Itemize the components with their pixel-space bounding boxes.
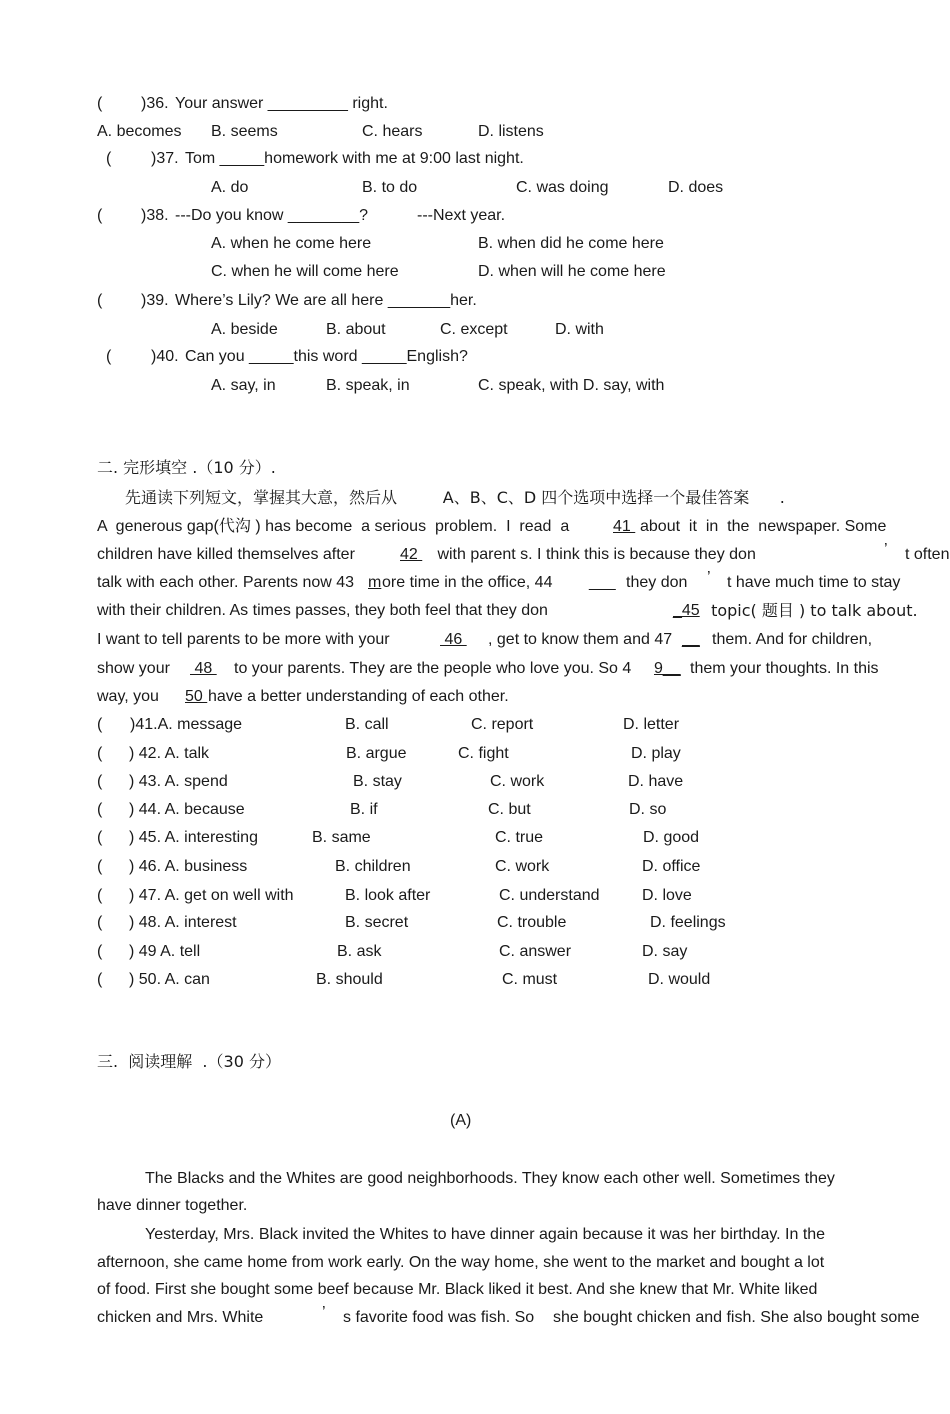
option-c: C. must [502,971,558,988]
option-d: D. would [648,971,711,988]
option-c: C. true [495,829,544,846]
option-a: A. becomes [97,123,182,140]
option-a: ) 42. A. talk [129,745,210,762]
option-a: ) 45. A. interesting [129,829,258,846]
question-reply: ---Next year. [417,207,506,224]
cloze-heading: 二. 完形填空 .（10 分）. [97,458,276,477]
option-c: C. but [488,801,531,818]
passage-text: A generous gap(代沟 ) has become a serious problem. I read a [97,518,570,535]
blank-48: 48 [190,660,217,677]
passage-text: about it in the newspaper. Some [640,518,887,535]
option-c: C. work [495,858,550,875]
apostrophe: ’ [707,569,711,586]
option-b: B. should [316,971,383,988]
question-stem: Tom _____homework with me at 9:00 last night. [185,150,524,167]
passage-text: them your thoughts. In this [690,660,879,677]
option-d: D. have [628,773,684,790]
option-b: B. stay [353,773,402,790]
option-c: C. understand [499,887,600,904]
answer-paren: ( [97,292,103,309]
blank-41: 41 [613,518,636,535]
option-a: ) 44. A. because [129,801,245,818]
answer-paren: ( [97,95,103,112]
blank-45: _45 [673,602,700,619]
option-d: D. when will he come here [478,263,666,280]
answer-paren: ( [97,801,103,818]
blank-46: 46 [440,631,467,648]
option-d: D. does [668,179,724,196]
option-c: C. work [490,773,545,790]
option-b: B. argue [346,745,407,762]
option-d: D. play [631,745,681,762]
passage-text: I want to tell parents to be more with your [97,631,390,648]
answer-paren: ( [97,207,103,224]
answer-paren: ( [97,887,103,904]
passage-text: talk with each other. Parents now 43 [97,574,355,591]
passage-text: of food. First she bought some beef because Mr. Black liked it best. And she knew that Mr. White liked [97,1281,818,1298]
option-b: B. look after [345,887,431,904]
question-number: )37. [151,150,179,167]
passage-label: (A) [450,1112,472,1129]
question-number: )40. [151,348,179,365]
passage-text: Yesterday, Mrs. Black invited the Whites to have dinner again because it was her birthday. In the [145,1226,826,1243]
answer-paren: ( [97,716,103,733]
passage-text: they don [626,574,688,591]
passage-text: s favorite food was fish. So [343,1309,535,1326]
option-a: ) 49 A. tell [129,943,201,960]
blank-50: 50 [185,688,208,705]
passage-text: chicken and Mrs. White [97,1309,264,1326]
answer-paren: ( [97,829,103,846]
option-d: D. letter [623,716,680,733]
question-number: )36. [141,95,169,112]
option-c: C. when he will come here [211,263,399,280]
passage-text: show your [97,660,170,677]
answer-paren: ( [97,745,103,762]
option-b: B. speak, in [326,377,410,394]
option-b: B. if [350,801,378,818]
option-b: B. ask [337,943,382,960]
option-c: C. fight [458,745,509,762]
option-c: C. hears [362,123,423,140]
apostrophe: ’ [884,541,888,558]
passage-text: t have much time to stay [727,574,901,591]
option-b: B. when did he come here [478,235,664,252]
option-c: C. report [471,716,534,733]
passage-text: with their children. As times passes, they both feel that they don [97,602,548,619]
option-d: D. office [642,858,701,875]
option-d: D. good [643,829,700,846]
option-b: B. secret [345,914,409,931]
option-d: D. with [555,321,604,338]
passage-text: t often [905,546,950,563]
passage-text: ore time in the office, 44 [382,574,553,591]
passage-text: topic( 题目 ) to talk about. [706,601,918,620]
option-a: A. when he come here [211,235,372,252]
option-d: D. say [642,943,688,960]
passage-text: The Blacks and the Whites are good neighborhoods. They know each other well. Sometimes they [145,1170,835,1187]
option-b: B. children [335,858,411,875]
option-a: ) 43. A. spend [129,773,228,790]
passage-text: to your parents. They are the people who love you. So 4 [234,660,632,677]
option-d: D. love [642,887,692,904]
passage-text: them. And for children, [712,631,873,648]
option-a: A. do [211,179,249,196]
passage-text: way, you [97,688,159,705]
option-b: B. same [312,829,371,846]
blank-42: 42 [400,546,423,563]
option-c: C. answer [499,943,572,960]
answer-paren: ( [97,914,103,931]
passage-text: have a better understanding of each other. [208,688,509,705]
answer-paren: ( [97,858,103,875]
question-stem: Your answer _________ right. [175,95,388,112]
option-b: B. seems [211,123,278,140]
passage-text: with parent s. I think this is because they don [433,546,756,563]
option-a: A. beside [211,321,278,338]
blank-47: __ [682,631,700,648]
answer-paren: ( [97,773,103,790]
passage-text: have dinner together. [97,1197,248,1214]
option-a: ) 47. A. get on well with [129,887,294,904]
option-b: B. about [326,321,386,338]
blank-49: 9__ [654,660,681,677]
question-number: )39. [141,292,169,309]
question-number: )38. [141,207,169,224]
option-c: C. speak, with D. say, with [478,377,665,394]
cloze-instruction: 先通读下列短文，掌握其大意，然后从 A、B、C、D 四个选项中选择一个最佳答案 . [125,488,785,507]
option-a: ) 50. A. can [129,971,210,988]
reading-heading: 三. 阅读理解 .（30 分） [97,1052,281,1071]
blank-43: m [368,574,382,591]
question-stem: Where’s Lily? We are all here _______her. [175,292,477,309]
option-b: B. call [345,716,389,733]
option-c: C. except [440,321,508,338]
option-c: C. trouble [497,914,567,931]
option-a: ) 46. A. business [129,858,248,875]
answer-paren: ( [97,971,103,988]
passage-text: afternoon, she came home from work early. On the way home, she went to the market and bought a lot [97,1254,825,1271]
option-d: D. so [629,801,667,818]
passage-text: she bought chicken and fish. She also bought some [553,1309,920,1326]
option-a: A. say, in [211,377,276,394]
option-c: C. was doing [516,179,609,196]
blank-44: ___ [589,574,616,591]
passage-text: children have killed themselves after [97,546,355,563]
option-d: D. listens [478,123,544,140]
option-b: B. to do [362,179,418,196]
apostrophe: ’ [322,1304,326,1321]
option-a: ) 48. A. interest [129,914,237,931]
option-d: D. feelings [650,914,726,931]
option-a: )41.A. message [130,716,243,733]
answer-paren: ( [97,943,103,960]
passage-text: , get to know them and 47 [488,631,673,648]
question-stem: Can you _____this word _____English? [185,348,468,365]
question-stem: ---Do you know ________? [175,207,369,224]
answer-paren: ( [106,348,112,365]
answer-paren: ( [106,150,112,167]
